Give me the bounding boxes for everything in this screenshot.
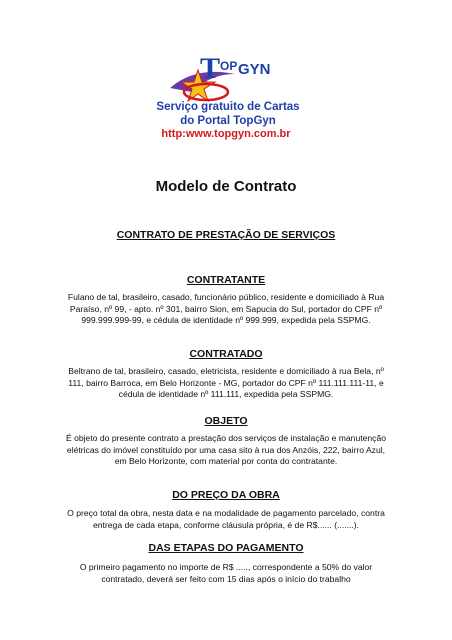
section-body-etapas: O primeiro pagamento no importe de R$ ....., correspondente a 50% do valor contratado, deverá ser feito com 15 dias após o início do trabalho: [79, 562, 373, 584]
section-heading-contratado: CONTRATADO: [189, 348, 263, 360]
section-heading-etapas: DAS ETAPAS DO PAGAMENTO: [148, 542, 304, 554]
logo-tagline-line1: Serviço gratuito de Cartas: [156, 101, 300, 113]
section-heading-preco: DO PREÇO DA OBRA: [172, 489, 280, 501]
logo-tagline-line2: do Portal TopGyn: [180, 115, 276, 127]
topgyn-logo: [140, 48, 320, 158]
section-body-contratante: Fulano de tal, brasileiro, casado, funcionário público, residente e domiciliado à Rua Paraíso, nº 99, - apto. nº 301, bairro Sion, em Sapucia do Sul, portador do CPF nº 999.999.999-99, e cédula de identidade nº 999.999, expedida pela SSPMG.: [67, 292, 385, 326]
logo-graphic: [140, 48, 320, 128]
logo-brand-t: T: [200, 52, 221, 85]
document-subtitle: CONTRATO DE PRESTAÇÃO DE SERVIÇOS: [116, 229, 336, 241]
section-heading-objeto: OBJETO: [204, 415, 248, 427]
logo-brand-op: OP: [220, 59, 238, 73]
section-heading-contratante: CONTRATANTE: [186, 274, 266, 286]
logo-brand-gyn: GYN: [238, 61, 271, 78]
section-body-contratado: Beltrano de tal, brasileiro, casado, eletricista, residente e domiciliado à rua Bela, nº 111, bairro Barroca, em Belo Horizonte - MG, portador do CPF nº 111.111.111-11, e cédula de identidade nº 111.111, expedida pela SSPMG.: [68, 366, 384, 400]
section-body-objeto: É objeto do presente contrato a prestação dos serviços de instalação e manutenção elétricas do imóvel constituído por uma casa sito à rua dos Anzóis, 222, bairro Azul, em Belo Horizonte, com material por conta do contratante.: [65, 433, 387, 467]
section-body-preco: O preço total da obra, nesta data e na modalidade de pagamento parcelado, contra entrega de cada etapa, conforme cláusula própria, é de R$...... (.......).: [67, 508, 385, 530]
document-title: Modelo de Contrato: [155, 178, 297, 195]
site-url-link[interactable]: http:www.topgyn.com.br: [161, 128, 291, 140]
